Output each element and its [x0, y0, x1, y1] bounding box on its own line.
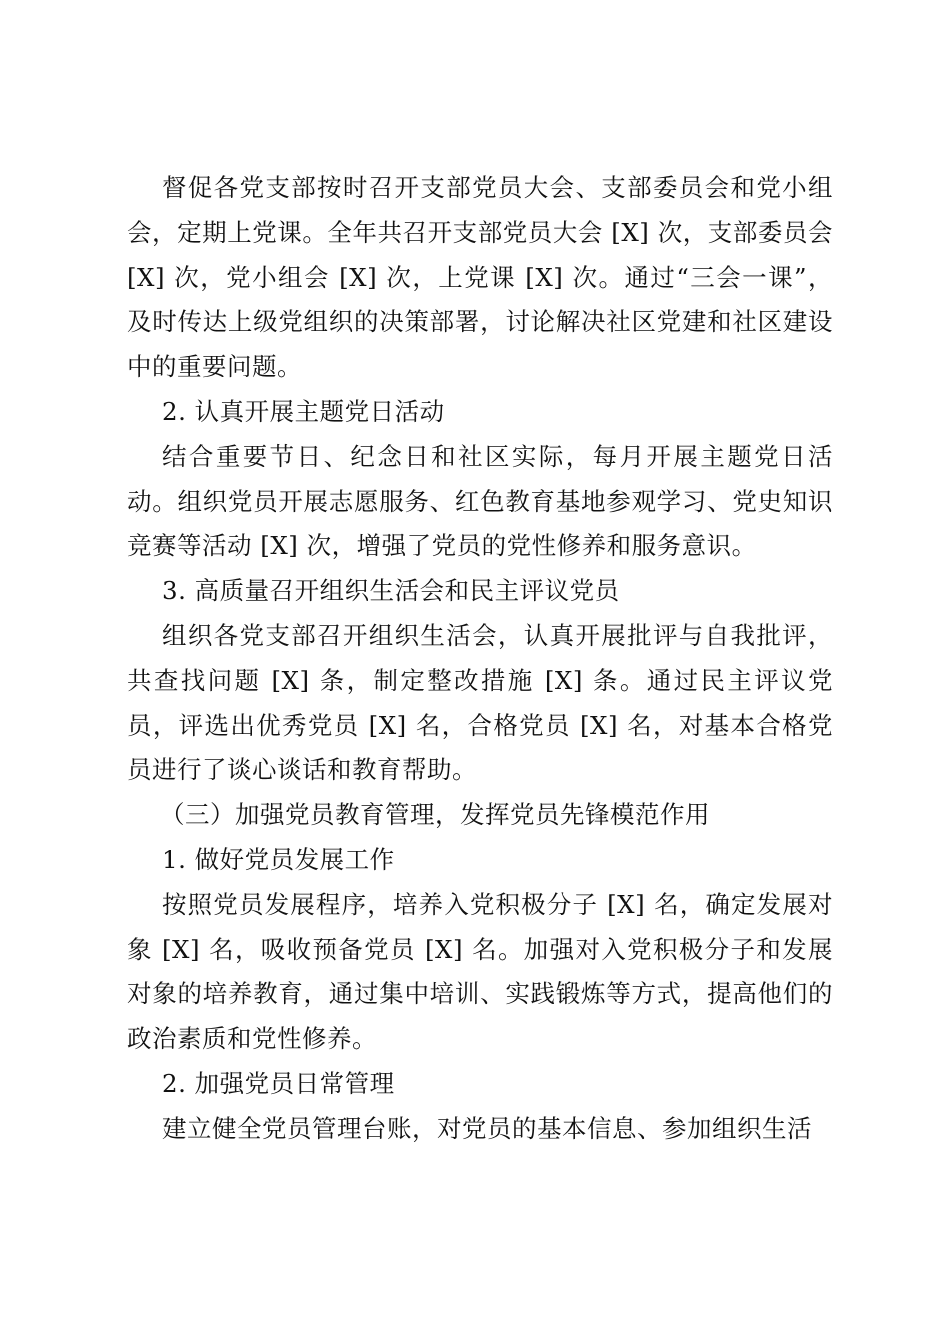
body-paragraph: 组织各党支部召开组织生活会，认真开展批评与自我批评，共查找问题 [X] 条，制定整改措施 [X] 条。通过民主评议党员，评选出优秀党员 [X] 名，合格党员 [X] 名，对基本合格党员进行了谈心谈话和教育帮助。	[127, 620, 833, 785]
body-paragraph: 督促各党支部按时召开支部党员大会、支部委员会和党小组会，定期上党课。全年共召开支部党员大会 [X] 次，支部委员会 [X] 次，党小组会 [X] 次，上党课 [X] 次。通过“三会一课”，及时传达上级党组织的决策部署，讨论解决社区党建和社区建设中的重要问题。	[127, 173, 833, 382]
body-paragraph: 结合重要节日、纪念日和社区实际，每月开展主题党日活动。组织党员开展志愿服务、红色教育基地参观学习、党史知识竞赛等活动 [X] 次，增强了党员的党性修养和服务意识。	[127, 441, 833, 561]
body-paragraph: 按照党员发展程序，培养入党积极分子 [X] 名，确定发展对象 [X] 名，吸收预备党员 [X] 名。加强对入党积极分子和发展对象的培养教育，通过集中培训、实践锻炼等方式，提高他们的政治素质和党性修养。	[127, 889, 833, 1054]
document-body	[127, 166, 833, 1152]
subheading: 2. 加强党员日常管理	[162, 1068, 395, 1098]
subheading: 3. 高质量召开组织生活会和民主评议党员	[162, 576, 620, 606]
body-paragraph: 建立健全党员管理台账，对党员的基本信息、参加组织生活	[162, 1113, 812, 1143]
section-heading: （三）加强党员教育管理，发挥党员先锋模范作用	[160, 800, 710, 830]
subheading: 1. 做好党员发展工作	[162, 844, 395, 874]
subheading: 2. 认真开展主题党日活动	[162, 396, 445, 426]
